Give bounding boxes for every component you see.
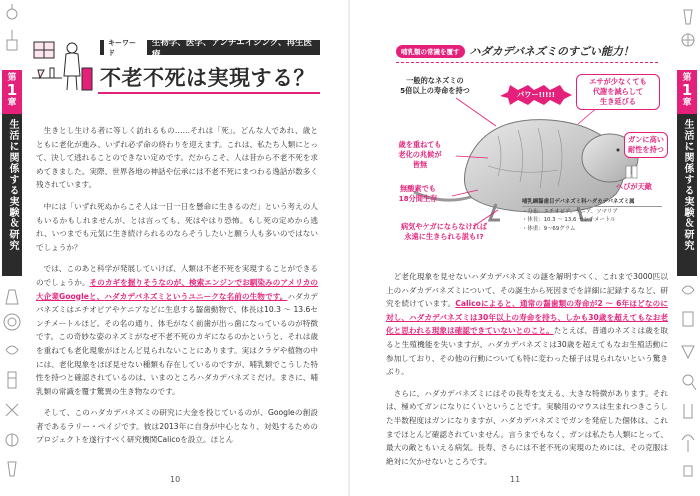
callout-lifespan: 一般的なネズミの 5倍以上の寿命を持つ — [400, 76, 470, 95]
body-paragraph — [36, 262, 318, 398]
species-length: ・体長：10.3 〜 13.6 センチメートル — [522, 217, 616, 224]
chapter-title-vertical: 生活に関係する実験＆研究 — [677, 114, 697, 276]
chapter-number-badge: 第 1 章 — [2, 70, 22, 114]
callout-cancer-resistance: ガンに高い 耐性を持つ — [624, 132, 668, 158]
text-segment: ど老化現象を見せないハダカデバネズミの謎を解明すべく、これまで3000匹以上のハダカデバネズミについて、その誕生から死因までを詳細に記録するなど、研究を続けています。 — [386, 272, 668, 309]
page-number: 10 — [170, 475, 181, 484]
body-paragraph — [36, 406, 318, 447]
right-page — [350, 0, 700, 496]
highlighted-text: Calicoによると、通常の齧歯類の寿命が2 〜 6年ほどなのに対し、ハダカデバネズミは30年以上の寿命を持ち、しかも30歳を超えてもなお老化と思われる現象は確認できていないとのこと。 — [386, 299, 668, 336]
species-distribution: ・分布：エチオピア、ケニア、ソマリア — [522, 209, 618, 216]
text-segment: 生きとし生ける者に等しく訪れるもの……それは「死」。どんな人であれ、歳とともに老化が進み、いずれ必ず命の終わりを迎えます。これは、私たち人類にとって、決して逃れることのできない定めです。だからこそ、人は昔から不老不死を求めてきました。実際、世界各地の神話や伝承には不老不死にまつわる逸話が数多く残されています。 — [36, 126, 318, 190]
species-classification: 哺乳綱齧歯目デバネズミ科ハダカデバネズミ属 — [522, 198, 662, 207]
keyword-text: 生物学、医学、アンチエイジング、再生医療 — [151, 37, 312, 60]
body-paragraph — [386, 387, 668, 469]
text-segment: ハダカデバネズミはエチオピアやケニアなどに生息する齧歯動物で、体長は10.3 〜 13.6センチメートルほど。その名の通り、体毛がなく前歯が出っ歯になっているのが特徴です。この奇妙な姿のネズミがなぜ不老不死のカギになるのかというと、それは歳を重ねても老化現象がほとんど見られないことにあります。実はクラゲや植物の中には、老化現象をほぼ見せない種類も存在しているのですが、哺乳類でこうした特性を持つと確認されているのは、いまのところハダカデバネズミだけ。まさに、哺乳類の常識を覆す驚異の生き物なのです。 — [36, 291, 319, 396]
chapter-tab-left — [2, 70, 22, 276]
header-divider — [396, 62, 658, 63]
title-underline — [98, 92, 320, 94]
infographic-header — [396, 42, 654, 60]
body-paragraph — [36, 200, 318, 254]
power-label: パワー!!!!! — [517, 90, 555, 99]
species-info — [522, 198, 662, 233]
keyword-bar — [100, 37, 320, 60]
text-segment: さらに、ハダカデバネズミにはその長寿を支える、大きな特徴があります。それは、極めてガンになりにくいということです。実験用のマウスは生まれつきこうした半数程度はガンになりますが、ハダカデバネズミでガンを発症した個体は、これまでほとんど確認されていません。言うまでもなく、ガンは私たち人類にとって、最大の敵ともいえる病気。長寿、さらには不老不死の実現のためには、その克服は絶対に欠かせないところです。 — [386, 388, 668, 466]
callout-oxygen: 無酸素でも 18分間生存 — [398, 184, 438, 203]
header-badge: 哺乳類の常識を覆す — [396, 45, 465, 58]
chapter-tab-right — [677, 70, 697, 276]
highlighted-text: そのカギを握りそうなのが、検索エンジンでお馴染みのアメリカの大企業Googleと、ハダカデバネズミというユニークな名前の生物です。 — [36, 277, 319, 301]
body-paragraph — [386, 270, 668, 379]
callout-immortal: 病気やケガにならなければ 永遠に生きられる説も!? — [400, 222, 488, 241]
text-segment: そして、このハダカデバネズミの研究に大金を投じているのが、Googleの創設者であるラリー・ペイジです。彼は2013年に自身が中心となり、対処するためのプロジェクトを遂行すべく研究機関Calicoを設立。ほとん — [36, 408, 318, 445]
callout-metabolism: エサが少なくても 代謝を減らして 生き延びる — [576, 74, 660, 110]
infographic-title: ハダカデバネズミのすごい能力！ — [469, 45, 634, 58]
body-paragraph — [36, 124, 318, 192]
chapter-title-vertical: 生活に関係する実験＆研究 — [2, 114, 22, 276]
naked-mole-rat-infographic — [378, 66, 668, 262]
text-segment: 中には「いずれ死ぬからこそ人は一日一日を懸命に生きるのだ」という考えの人もいるかもしれませんが、とは言っても、死はやはり恐怖。もし死の定めから逃れ、いつまでも元気に生き続けられるのならそうしたいと願う人も多いのではないでしょうか？ — [36, 201, 318, 252]
left-body-text — [36, 124, 318, 447]
text-segment: たとえば、普通のネズミは歳を取ると生殖機能を失いますが、ハダカデバネズミは30歳を超えてもなお生殖活動に参加しており、その他の行動についても特に変わった様子は見られないという驚きぶり。 — [386, 326, 669, 377]
chapter-number-badge: 第 1 章 — [677, 70, 697, 114]
page-title: 不老不死は実現する？ — [100, 66, 315, 90]
lab-illustration — [32, 38, 94, 94]
page-number: 11 — [510, 475, 521, 484]
right-body-text — [386, 270, 668, 468]
keyword-tag: キーワード — [104, 37, 147, 59]
callout-predator: へびが天敵 — [616, 182, 652, 191]
callout-no-aging: 歳を重ねても 老化の兆候が 皆無 — [398, 140, 442, 169]
species-weight: ・体重：9〜69グラム — [522, 225, 576, 232]
text-segment: では、このあと科学が発展していけば、人類は不老不死を実現することができるのでしょうか。 — [36, 264, 318, 287]
